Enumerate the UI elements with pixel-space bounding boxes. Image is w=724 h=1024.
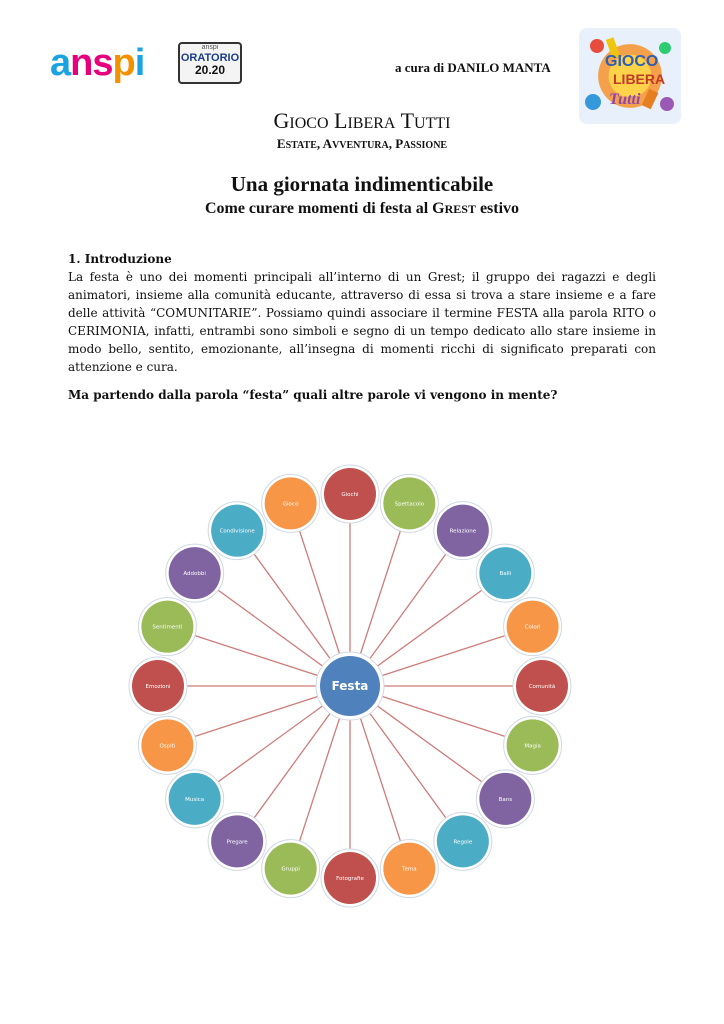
question-text: Ma partendo dalla parola “festa” quali altre parole vi vengono in mente? <box>68 388 558 402</box>
word-node <box>504 598 562 656</box>
word-node-label: Musica <box>185 796 205 803</box>
curator-credit: a cura di DANILO MANTA <box>395 60 551 75</box>
word-node <box>208 502 266 560</box>
word-node <box>166 544 224 602</box>
word-node-label: Gioco <box>282 501 299 508</box>
word-node-label: Ospiti <box>159 743 176 750</box>
word-node <box>129 657 187 715</box>
word-node <box>138 598 196 656</box>
word-node <box>208 812 266 870</box>
section-heading: 1. Introduzione <box>68 252 172 266</box>
badge-year: 20.20 <box>194 63 226 77</box>
word-node-label: Comunità <box>528 684 556 690</box>
word-node <box>434 812 492 870</box>
word-node-label: Gruppi <box>281 866 300 873</box>
svg-text:Tutti: Tutti <box>609 91 641 108</box>
word-node-label: Emozioni <box>145 684 171 690</box>
document-title: Una giornata indimenticabile <box>230 172 494 196</box>
oratorio-2020-badge <box>178 42 242 84</box>
subtitle: ESTATE, AVVENTURA, PASSIONE <box>276 136 448 151</box>
word-node-label: Relazione <box>449 528 477 535</box>
word-node <box>434 502 492 560</box>
word-node <box>262 474 320 532</box>
word-node-label: Bans <box>498 796 513 803</box>
word-node-label: Condivisione <box>219 528 255 535</box>
word-node <box>262 840 320 898</box>
word-node <box>321 849 379 907</box>
word-node <box>476 770 534 828</box>
word-node <box>321 465 379 523</box>
intro-paragraph: La festa è uno dei momenti principali all’interno di un Grest; il gruppo dei ragazzi e degli animatori, insieme alla comunità educante, attraverso di essa si trova a stare insieme e a fare delle attività “COMUNITARIE”. Possiamo quindi associare il termine FESTA alla parola RITO o CERIMONIA, infatti, entrambi sono simboli e segno di un tempo dedicato allo stare insieme in modo bello, sentito, emozionante, all’insegna di momenti ricchi di significato preparati con attenzione e cura. <box>68 270 656 374</box>
word-node-label: Giochi <box>341 492 359 498</box>
word-node-label: Pregare <box>226 839 248 846</box>
word-node-label: Regole <box>453 839 473 846</box>
word-node <box>380 474 438 532</box>
center-node <box>316 652 384 720</box>
document-subtitle: Come curare momenti di festa al GREST estivo <box>204 200 520 217</box>
word-node-label: Magia <box>524 743 541 750</box>
main-title: GIOCO LIBERA TUTTI <box>273 108 451 133</box>
word-node-label: Sentimenti <box>152 624 183 631</box>
word-node-label: Balli <box>499 571 512 578</box>
word-node <box>504 716 562 774</box>
word-node <box>380 840 438 898</box>
word-node <box>138 716 196 774</box>
word-node-label: Fotografie <box>336 876 364 882</box>
festa-word-wheel <box>110 460 590 920</box>
badge-top-text: anspi <box>201 44 219 51</box>
word-node-label: Tema <box>402 866 417 873</box>
center-node-label: Festa <box>331 679 369 693</box>
word-node-label: Addobbi <box>183 571 206 578</box>
word-node <box>513 657 571 715</box>
svg-text:LIBERA: LIBERA <box>613 71 666 87</box>
svg-text:GIOCO: GIOCO <box>605 53 659 70</box>
anspi-logo: anspi <box>50 42 145 84</box>
word-node-label: Colori <box>524 624 541 631</box>
word-node-label: Spettacolo <box>394 501 425 508</box>
word-node <box>476 544 534 602</box>
badge-word: ORATORIO <box>180 52 240 64</box>
word-node <box>166 770 224 828</box>
